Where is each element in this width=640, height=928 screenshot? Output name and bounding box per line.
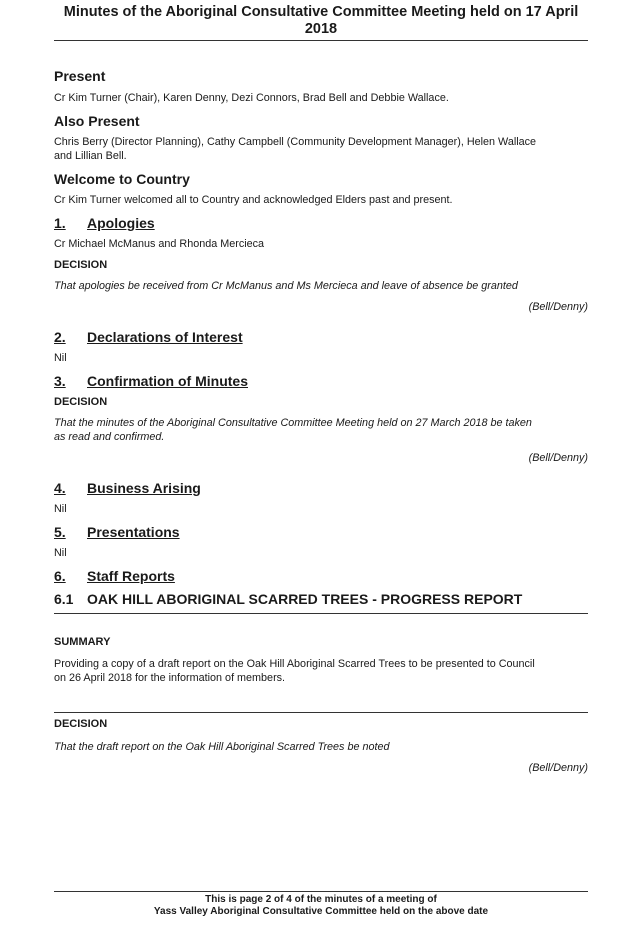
also-present-line-2: and Lillian Bell. xyxy=(54,150,127,162)
title-line-2: 2018 xyxy=(304,21,338,37)
section-3-decision-label: DECISION xyxy=(54,396,108,408)
footer-divider xyxy=(54,891,588,892)
summary-line-1: Providing a copy of a draft report on the Oak Hill Aboriginal Scarred Trees to be presented to Council xyxy=(54,658,535,670)
present-text: Cr Kim Turner (Chair), Karen Denny, Dezi Connors, Brad Bell and Debbie Wallace. xyxy=(54,92,449,104)
section-6-number: 6. xyxy=(54,568,66,584)
summary-divider xyxy=(54,712,588,713)
summary-label: SUMMARY xyxy=(54,636,111,648)
section-3-decision-line-2: as read and confirmed. xyxy=(54,431,165,443)
section-1-heading xyxy=(54,215,588,231)
section-5-text: Nil xyxy=(54,547,67,559)
item-6-1-title: OAK HILL ABORIGINAL SCARRED TREES - PROGRESS REPORT xyxy=(87,591,523,607)
also-present-heading: Also Present xyxy=(54,113,140,129)
section-2-title: Declarations of Interest xyxy=(87,329,243,345)
section-1-mover: (Bell/Denny) xyxy=(528,301,588,313)
section-4-title: Business Arising xyxy=(87,480,201,496)
also-present-line-1: Chris Berry (Director Planning), Cathy Campbell (Community Development Manager), Helen Wallace xyxy=(54,136,537,148)
section-1-decision-label: DECISION xyxy=(54,259,108,271)
item-6-1-decision: That the draft report on the Oak Hill Aboriginal Scarred Trees be noted xyxy=(54,741,390,753)
section-1-decision: That apologies be received from Cr McManus and Ms Mercieca and leave of absence be granted xyxy=(54,280,518,292)
section-5-heading xyxy=(54,524,588,540)
item-6-1-divider xyxy=(54,613,588,614)
section-1-number: 1. xyxy=(54,215,66,231)
welcome-heading: Welcome to Country xyxy=(54,171,190,187)
page-footer xyxy=(54,894,588,918)
section-3-heading xyxy=(54,373,588,389)
section-5-title: Presentations xyxy=(87,524,180,540)
welcome-text: Cr Kim Turner welcomed all to Country and acknowledged Elders past and present. xyxy=(54,194,453,206)
summary-line-2: on 26 April 2018 for the information of members. xyxy=(54,672,286,684)
section-3-decision-line-1: That the minutes of the Aboriginal Consultative Committee Meeting held on 27 March 2018 be taken xyxy=(54,417,532,429)
section-6-title: Staff Reports xyxy=(87,568,175,584)
header-divider xyxy=(54,40,588,41)
present-heading: Present xyxy=(54,68,106,84)
item-6-1-heading xyxy=(54,591,588,607)
section-4-number: 4. xyxy=(54,480,66,496)
item-6-1-number: 6.1 xyxy=(54,591,74,607)
section-2-number: 2. xyxy=(54,329,66,345)
footer-line-1: This is page 2 of 4 of the minutes of a meeting of xyxy=(205,894,437,905)
item-6-1-decision-label: DECISION xyxy=(54,718,108,730)
section-4-text: Nil xyxy=(54,503,67,515)
section-2-heading xyxy=(54,329,588,345)
section-4-heading xyxy=(54,480,588,496)
section-1-text: Cr Michael McManus and Rhonda Mercieca xyxy=(54,238,265,250)
section-2-text: Nil xyxy=(54,352,67,364)
item-6-1-mover: (Bell/Denny) xyxy=(528,762,588,774)
section-3-mover: (Bell/Denny) xyxy=(528,452,588,464)
document-title xyxy=(54,4,588,38)
section-5-number: 5. xyxy=(54,524,66,540)
section-6-heading xyxy=(54,568,588,584)
title-line-1: Minutes of the Aboriginal Consultative Committee Meeting held on 17 April xyxy=(63,4,579,20)
section-3-title: Confirmation of Minutes xyxy=(87,373,248,389)
section-1-title: Apologies xyxy=(87,215,155,231)
section-3-number: 3. xyxy=(54,373,66,389)
footer-line-2: Yass Valley Aboriginal Consultative Committee held on the above date xyxy=(153,906,489,917)
